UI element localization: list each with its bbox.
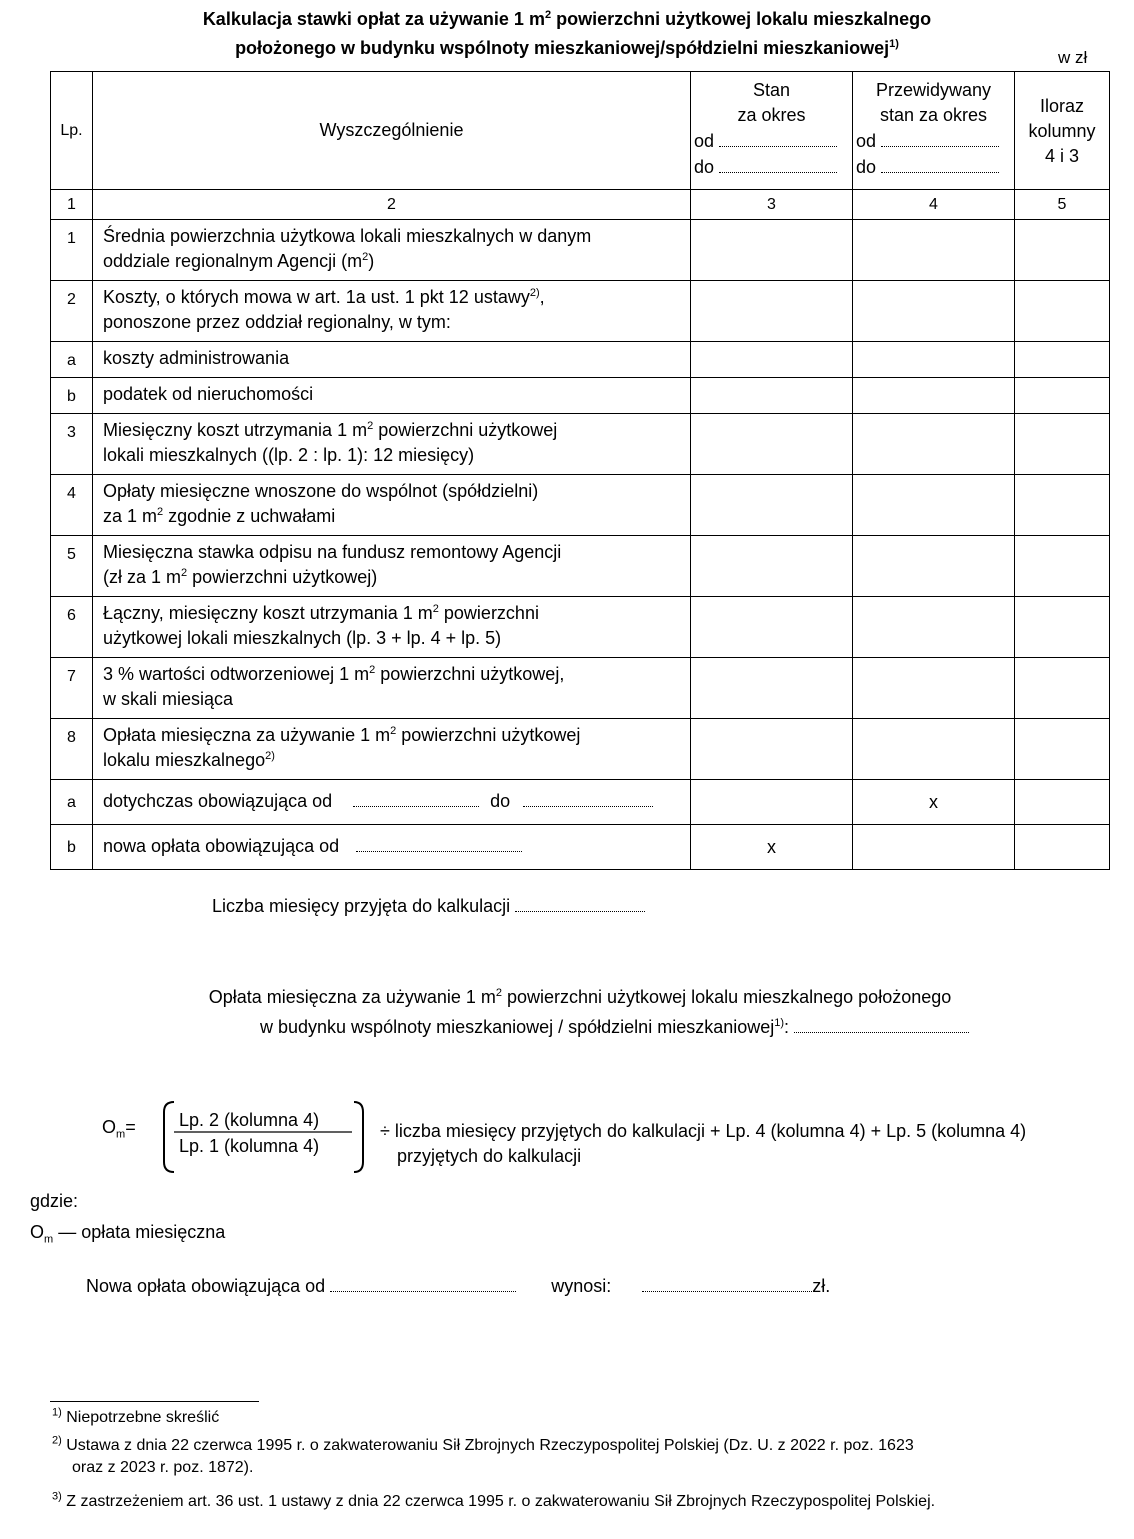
- cell-col4[interactable]: [853, 342, 1015, 378]
- row-lp: b: [51, 825, 93, 870]
- cell-col4[interactable]: [853, 536, 1015, 597]
- row-desc-line: oddziale regionalnym Agencji $(m^2)$: [103, 251, 375, 271]
- table-row: [51, 281, 1110, 342]
- row-desc: [93, 220, 691, 281]
- cell-col4[interactable]: [853, 597, 1015, 658]
- months-label: Liczba miesięcy przyjęta do kalkulacji: [212, 896, 511, 916]
- cell-col4[interactable]: [853, 414, 1015, 475]
- unit-label: w zł: [1058, 48, 1088, 67]
- cell-col3[interactable]: [691, 597, 853, 658]
- to-label: do: [856, 157, 877, 177]
- colnum: 1: [51, 190, 93, 220]
- where-om: $O_m$ — opłata miesięczna: [30, 1222, 226, 1246]
- cell-col4[interactable]: [853, 658, 1015, 719]
- cell-col3[interactable]: [691, 378, 853, 414]
- to-label: do: [490, 791, 511, 811]
- cell-col5[interactable]: [1015, 536, 1110, 597]
- fee-statement-line2: w budynku wspólnoty mieszkaniowej / spółdzielni mieszkaniowej$^{1)}$:: [260, 1012, 969, 1042]
- cell-col5[interactable]: [1015, 342, 1110, 378]
- cell-col3[interactable]: [691, 658, 853, 719]
- row-lp: 2: [51, 281, 93, 342]
- row-desc-line: za 1 $m^2$ zgodnie z uchwałami: [103, 506, 336, 526]
- cell-col3-crossed: x: [691, 825, 853, 870]
- cell-col5[interactable]: [1015, 414, 1110, 475]
- document-title: [0, 5, 1134, 63]
- row-desc-line: Opłata miesięczna za używanie 1 $m^2$ powierzchni użytkowej: [103, 725, 581, 745]
- to-field[interactable]: [881, 154, 999, 173]
- title-footnote-ref: 1): [889, 38, 899, 50]
- row-desc: [93, 597, 691, 658]
- table-row: [51, 414, 1110, 475]
- fee-value-field[interactable]: [794, 1014, 969, 1033]
- formula-denominator: Lp. 1 (kolumna 4): [179, 1136, 320, 1156]
- cell-col5[interactable]: [1015, 780, 1110, 825]
- row-lp: a: [51, 780, 93, 825]
- months-line: [212, 893, 645, 917]
- table-row: [51, 342, 1110, 378]
- row-desc: [93, 825, 691, 870]
- table-row: [51, 597, 1110, 658]
- header-col3-line2: za okres: [737, 105, 806, 125]
- calculation-table: [50, 71, 1110, 870]
- header-col4-line2: stan za okres: [879, 105, 988, 125]
- footnote-1: $^{1)}$ Niepotrzebne skreślić: [52, 1406, 220, 1426]
- row-desc: [93, 475, 691, 536]
- row-desc-text: nowa opłata obowiązująca od: [103, 836, 340, 856]
- header-col5-line2: kolumny: [1028, 121, 1096, 141]
- from-label: od: [856, 131, 877, 151]
- row-desc: koszty administrowania: [93, 342, 691, 378]
- colnum: 2: [93, 190, 691, 220]
- new-fee-date-field[interactable]: [330, 1273, 516, 1292]
- title-line1-rest: powierzchni użytkowej lokalu mieszkalnego: [551, 9, 932, 29]
- cell-col3[interactable]: [691, 220, 853, 281]
- header-col4-to: [853, 154, 1014, 180]
- from-label: od: [694, 131, 715, 151]
- row-desc: podatek od nieruchomości: [93, 378, 691, 414]
- footnote-2: $^{2)}$ Ustawa z dnia 22 czerwca 1995 r. o zakwaterowaniu Sił Zbrojnych Rzeczypospolitej Polskiej (Dz. U. z 2022 r. poz. 1623 oraz z 2023 r. poz. 1872).: [52, 1434, 914, 1476]
- cell-col4[interactable]: [853, 281, 1015, 342]
- new-fee-label: Nowa opłata obowiązująca od: [86, 1276, 326, 1296]
- header-col4-from: [853, 128, 1014, 154]
- row-desc-line: Opłaty miesięczne wnoszone do wspólnot (spółdzielni): [103, 481, 539, 501]
- cell-col5[interactable]: [1015, 658, 1110, 719]
- left-bracket: [164, 1102, 174, 1172]
- header-lp: Lp.: [51, 72, 93, 190]
- row-desc-text: dotychczas obowiązująca od: [103, 791, 333, 811]
- cell-col3[interactable]: [691, 719, 853, 780]
- formula-numerator: Lp. 2 (kolumna 4): [179, 1110, 320, 1130]
- table-row: [51, 825, 1110, 870]
- row-lp: 3: [51, 414, 93, 475]
- table-row: [51, 475, 1110, 536]
- formula-rest-line1: ÷ liczba miesięcy przyjętych do kalkulacji + Lp. 4 (kolumna 4) + Lp. 5 (kolumna 4): [380, 1121, 1027, 1141]
- cell-col4[interactable]: [853, 378, 1015, 414]
- cell-col4-crossed: x: [853, 780, 1015, 825]
- table-row: [51, 378, 1110, 414]
- row-desc: [93, 780, 691, 825]
- fee-statement-line1: Opłata miesięczna za używanie 1 $m^2$ powierzchni użytkowej lokalu mieszkalnego położonego: [208, 987, 952, 1007]
- formula-rest-line2: przyjętych do kalkulacji: [397, 1146, 582, 1166]
- cell-col5[interactable]: [1015, 220, 1110, 281]
- cell-col3[interactable]: [691, 414, 853, 475]
- row-lp: 7: [51, 658, 93, 719]
- table-row: [51, 719, 1110, 780]
- cell-col3[interactable]: [691, 536, 853, 597]
- row-lp: 1: [51, 220, 93, 281]
- colnum: 3: [691, 190, 853, 220]
- row-desc-line: użytkowej lokali mieszkalnych (lp. 3 + lp. 4 + lp. 5): [103, 628, 502, 648]
- new-fee-amount-label: wynosi:: [551, 1276, 612, 1296]
- row-desc-line: (zł za 1 $m^2$ powierzchni użytkowej): [103, 567, 378, 587]
- row-desc-line: Koszty, o których mowa w art. 1a ust. 1 pkt 12 ustawy$^{2)}$,: [103, 287, 545, 307]
- row-desc: [93, 414, 691, 475]
- header-col5-line3: 4 i 3: [1044, 146, 1080, 166]
- cell-col5[interactable]: [1015, 281, 1110, 342]
- cell-col3[interactable]: [691, 281, 853, 342]
- table-row: [51, 780, 1110, 825]
- formula-lhs: $O_m=$: [102, 1117, 136, 1141]
- cell-col5[interactable]: [1015, 597, 1110, 658]
- cell-col4[interactable]: [853, 220, 1015, 281]
- currency-label: zł.: [812, 1276, 831, 1296]
- row-desc: [93, 658, 691, 719]
- cell-col5[interactable]: [1015, 475, 1110, 536]
- cell-col4[interactable]: [853, 475, 1015, 536]
- row-lp: b: [51, 378, 93, 414]
- date-from-field[interactable]: [356, 833, 522, 852]
- header-col3: [691, 72, 853, 190]
- cell-col3[interactable]: [691, 342, 853, 378]
- row-lp: a: [51, 342, 93, 378]
- row-desc-line: Średnia powierzchnia użytkowa lokali mieszkalnych w danym: [103, 226, 592, 246]
- from-field[interactable]: [881, 128, 999, 147]
- title-line2: położonego w budynku wspólnoty mieszkaniowej/spółdzielni mieszkaniowej: [235, 38, 890, 58]
- table-row: [51, 536, 1110, 597]
- to-label: do: [694, 157, 715, 177]
- title-sup: 2: [544, 9, 552, 21]
- new-fee-line: [86, 1273, 830, 1297]
- cell-col5[interactable]: [1015, 378, 1110, 414]
- table-row: [51, 220, 1110, 281]
- row-lp: 6: [51, 597, 93, 658]
- column-number-row: [51, 190, 1110, 220]
- header-col3-from: [691, 128, 852, 154]
- cell-col3[interactable]: [691, 475, 853, 536]
- cell-col5[interactable]: [1015, 719, 1110, 780]
- cell-col4[interactable]: [853, 719, 1015, 780]
- row-desc-line: 3 % wartości odtworzeniowej 1 $m^2$ powierzchni użytkowej,: [103, 664, 565, 684]
- table-header-row: [51, 72, 1110, 190]
- date-from-field[interactable]: [353, 788, 479, 807]
- new-fee-amount-field[interactable]: [642, 1273, 812, 1292]
- row-lp: 8: [51, 719, 93, 780]
- row-desc-line: lokalu mieszkalnego$^{2)}$: [103, 750, 275, 770]
- table-row: [51, 658, 1110, 719]
- where-label: gdzie:: [30, 1191, 79, 1211]
- header-col4: [853, 72, 1015, 190]
- cell-col5[interactable]: [1015, 825, 1110, 870]
- row-desc-line: w skali miesiąca: [103, 689, 234, 709]
- row-desc-line: ponoszone przez oddział regionalny, w tym:: [103, 312, 451, 332]
- cell-col3[interactable]: [691, 780, 853, 825]
- fee-statement: [0, 982, 1134, 1012]
- header-col5-line1: Iloraz: [1039, 96, 1084, 116]
- from-field[interactable]: [719, 128, 837, 147]
- to-field[interactable]: [719, 154, 837, 173]
- right-bracket: [354, 1102, 363, 1172]
- row-desc: [93, 719, 691, 780]
- colnum: 5: [1015, 190, 1110, 220]
- row-desc: [93, 536, 691, 597]
- header-col3-to: [691, 154, 852, 180]
- header-col5: [1015, 72, 1110, 190]
- months-field[interactable]: [515, 893, 645, 912]
- row-lp: 5: [51, 536, 93, 597]
- title-line1: Kalkulacja stawki opłat za używanie 1 m: [202, 9, 545, 29]
- row-desc-line: Miesięczna stawka odpisu na fundusz remontowy Agencji: [103, 542, 562, 562]
- colnum: 4: [853, 190, 1015, 220]
- row-desc: [93, 281, 691, 342]
- cell-col4[interactable]: [853, 825, 1015, 870]
- header-col3-line1: Stan: [752, 80, 791, 100]
- header-desc: Wyszczególnienie: [93, 72, 691, 190]
- row-desc-line: lokali mieszkalnych ((lp. 2 : lp. 1): 12 miesięcy): [103, 445, 475, 465]
- row-lp: 4: [51, 475, 93, 536]
- row-desc-line: Miesięczny koszt utrzymania 1 $m^2$ powierzchni użytkowej: [103, 420, 558, 440]
- header-col4-line1: Przewidywany: [875, 80, 992, 100]
- footnote-separator: [50, 1401, 259, 1402]
- date-to-field[interactable]: [523, 788, 653, 807]
- row-desc-line: Łączny, miesięczny koszt utrzymania 1 $m^2$ powierzchni: [103, 603, 539, 623]
- footnote-3: $^{3)}$ Z zastrzeżeniem art. 36 ust. 1 ustawy z dnia 22 czerwca 1995 r. o zakwaterowaniu Sił Zbrojnych Rzeczypospolitej Polskiej.: [52, 1490, 936, 1510]
